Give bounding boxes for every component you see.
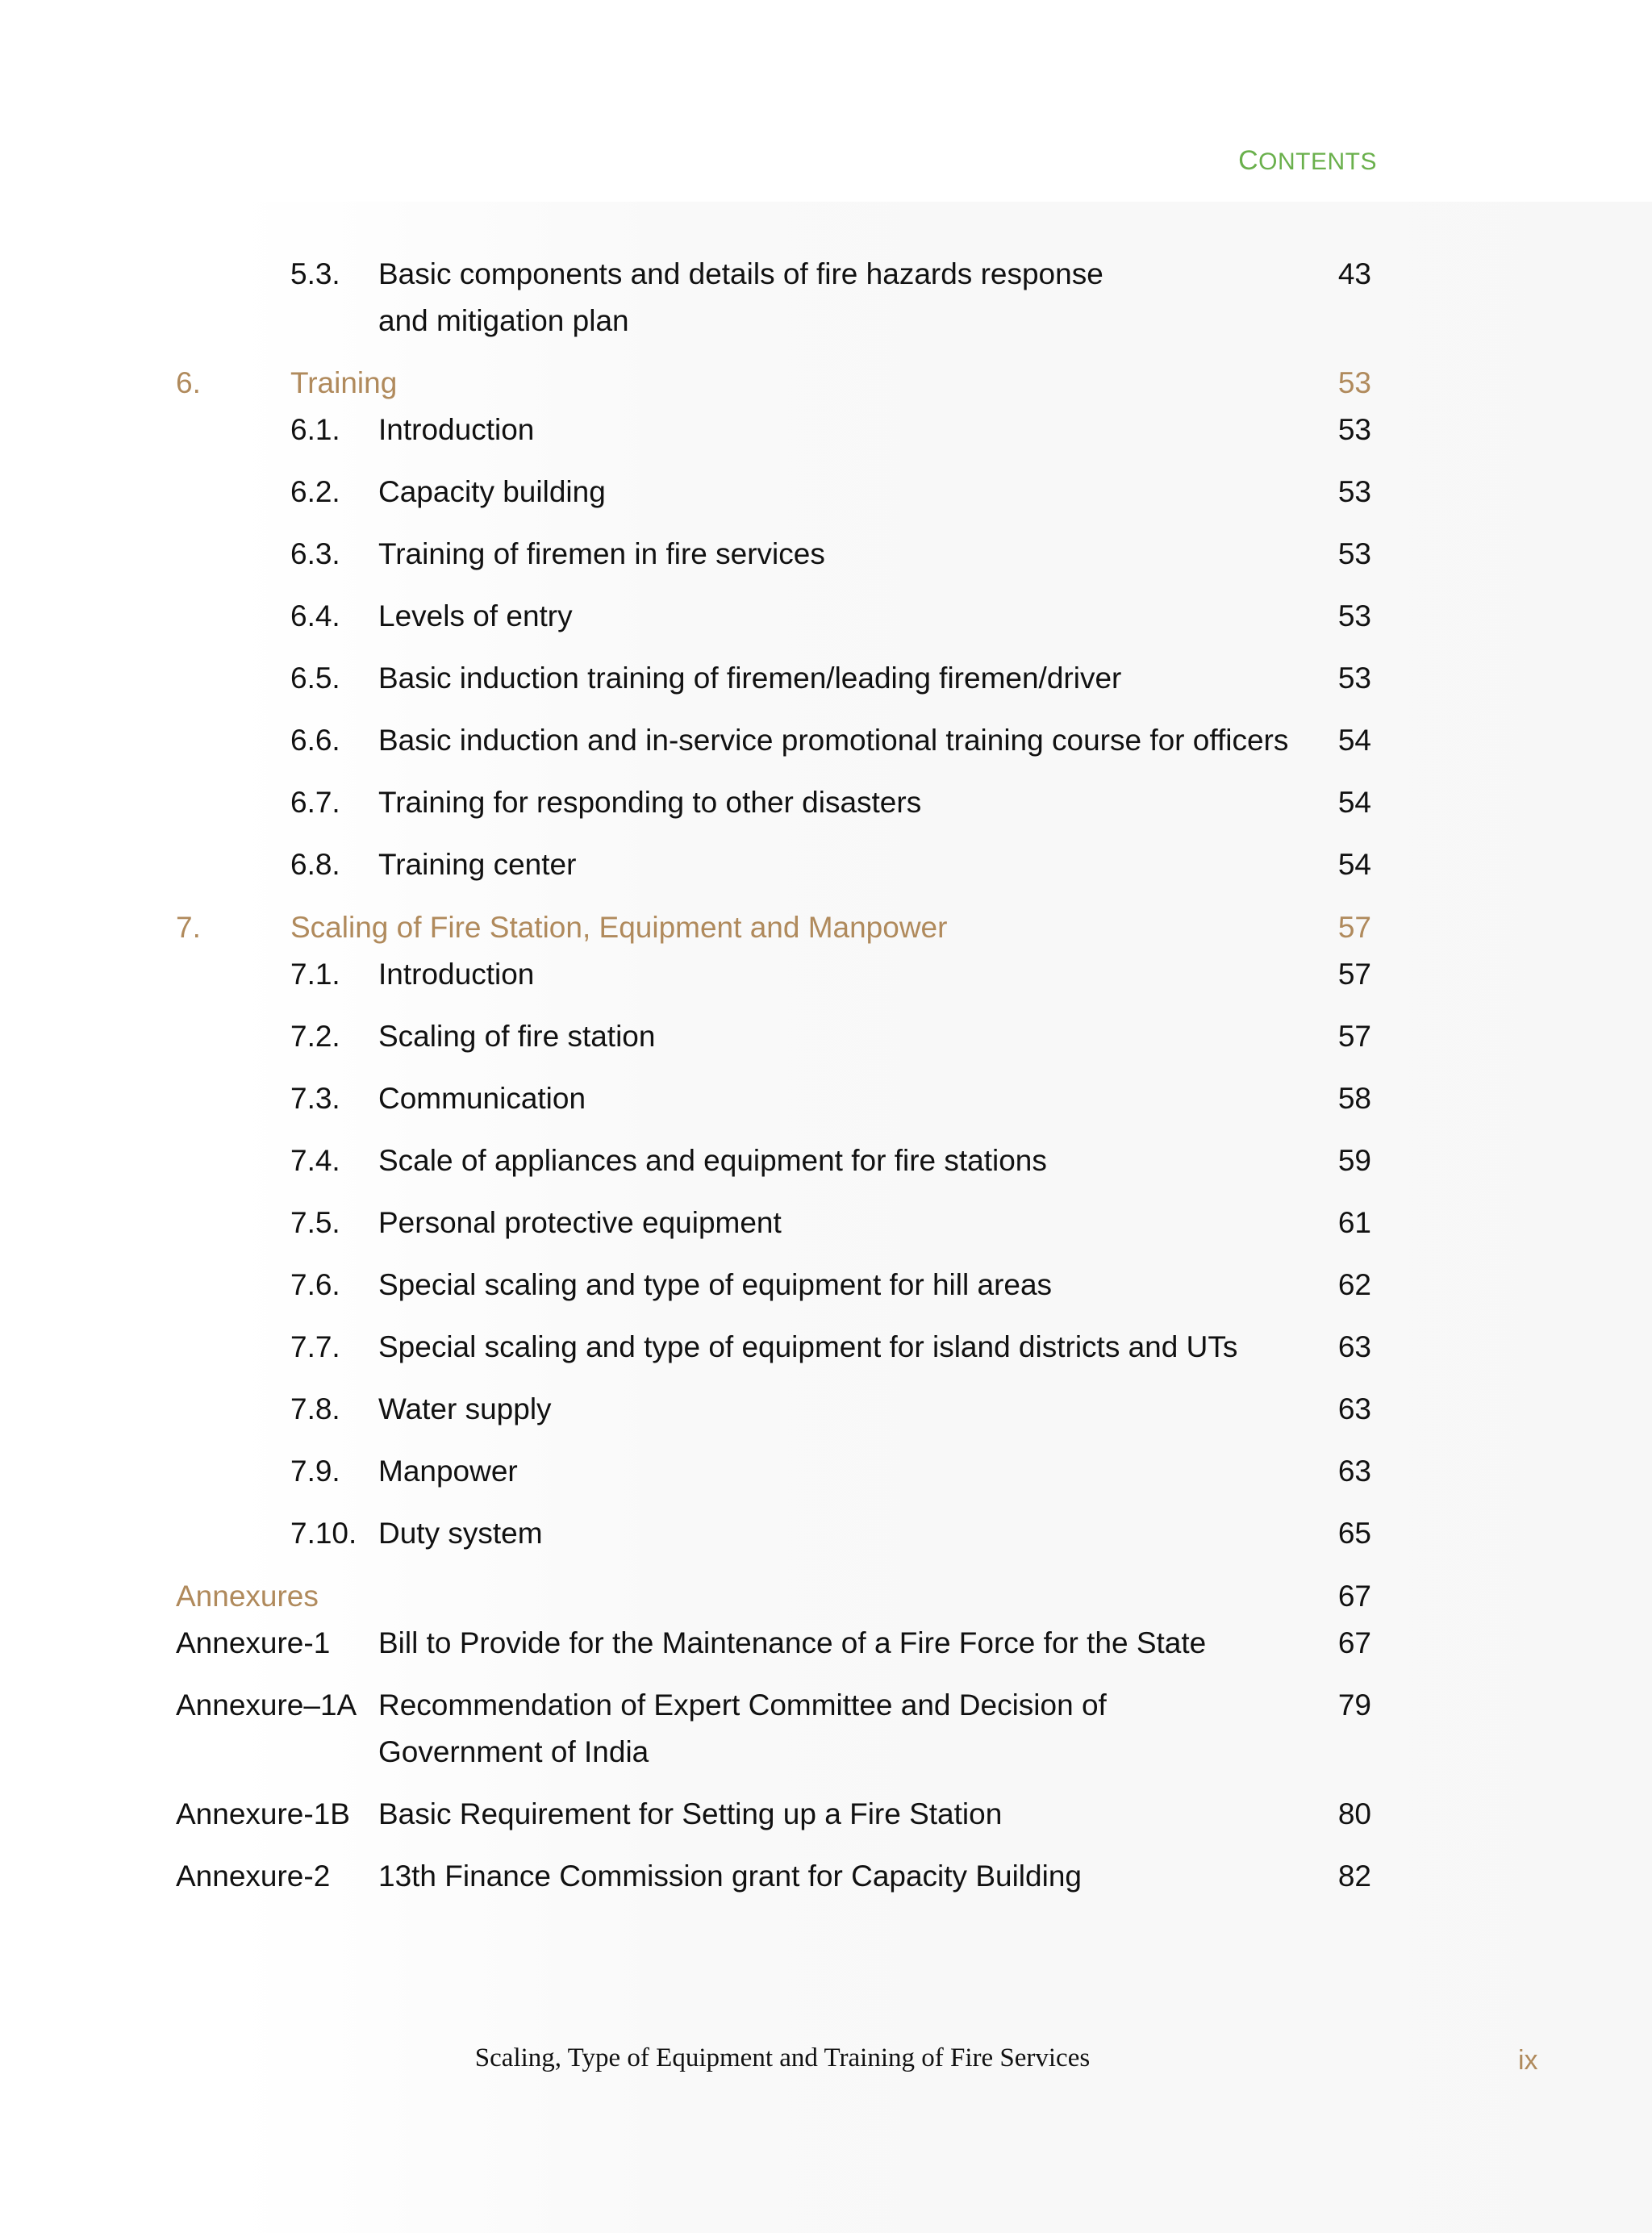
toc-page-number: 53 bbox=[1337, 537, 1371, 570]
toc-number: 7.4. bbox=[290, 1144, 340, 1177]
toc-title: Basic induction training of firemen/leading firemen/driver bbox=[378, 662, 1122, 695]
toc-page-number: 43 bbox=[1337, 257, 1371, 290]
toc-title: Communication bbox=[378, 1082, 586, 1115]
toc-title: Personal protective equipment bbox=[378, 1206, 782, 1239]
toc-page-number: 67 bbox=[1337, 1626, 1371, 1659]
toc-title: Special scaling and type of equipment for hill areas bbox=[378, 1268, 1053, 1301]
toc-entry-5-3-continued bbox=[0, 297, 1652, 345]
toc-number: 7.10. bbox=[290, 1517, 357, 1550]
toc-entry-7-6[interactable] bbox=[0, 1261, 1652, 1309]
running-header bbox=[1129, 145, 1377, 177]
toc-entry-7-7[interactable] bbox=[0, 1323, 1652, 1371]
toc-number: 7.2. bbox=[290, 1020, 340, 1053]
toc-title: Training of firemen in fire services bbox=[378, 537, 825, 570]
toc-entry-7-1[interactable] bbox=[0, 950, 1652, 999]
toc-entry-6-5[interactable] bbox=[0, 654, 1652, 703]
running-footer-title: Scaling, Type of Equipment and Training of Fire Services bbox=[474, 2043, 1091, 2072]
toc-number: 7.6. bbox=[290, 1268, 340, 1301]
toc-page-number: 80 bbox=[1337, 1797, 1371, 1830]
toc-chapter-6[interactable] bbox=[0, 359, 1652, 407]
toc-title: Special scaling and type of equipment for island districts and UTs bbox=[378, 1330, 1238, 1363]
toc-number: 6.2. bbox=[290, 475, 340, 508]
header-rest: ONTENTS bbox=[1258, 148, 1377, 175]
toc-number: 5.3. bbox=[290, 257, 340, 290]
toc-number: 6.1. bbox=[290, 413, 340, 446]
toc-title: Duty system bbox=[378, 1517, 543, 1550]
toc-title: Water supply bbox=[378, 1392, 552, 1425]
toc-entry-6-6[interactable] bbox=[0, 716, 1652, 765]
toc-number: 6.3. bbox=[290, 537, 340, 570]
chapter-number: 6. bbox=[176, 366, 201, 399]
toc-number: 6.5. bbox=[290, 662, 340, 695]
toc-title: 13th Finance Commission grant for Capacity Building bbox=[378, 1859, 1082, 1893]
toc-page-number: 53 bbox=[1337, 599, 1371, 632]
toc-title: Training center bbox=[378, 848, 577, 881]
toc-annexure-2[interactable] bbox=[0, 1852, 1652, 1901]
toc-entry-6-7[interactable] bbox=[0, 778, 1652, 827]
footer-page-number: ix bbox=[1518, 2045, 1538, 2076]
chapter-title: Training bbox=[290, 366, 398, 399]
toc-page-number: 61 bbox=[1337, 1206, 1371, 1239]
toc-title: Introduction bbox=[378, 958, 535, 991]
toc-title: Scaling of fire station bbox=[378, 1020, 656, 1053]
toc-annexure-1a-continued bbox=[0, 1728, 1652, 1776]
toc-page-number: 58 bbox=[1337, 1082, 1371, 1115]
toc-page-number: 65 bbox=[1337, 1517, 1371, 1550]
toc-annexure-1a[interactable] bbox=[0, 1681, 1652, 1730]
toc-entry-7-2[interactable] bbox=[0, 1012, 1652, 1061]
toc-title: Bill to Provide for the Maintenance of a Fire Force for the State bbox=[378, 1626, 1207, 1659]
toc-number: 6.6. bbox=[290, 724, 340, 757]
toc-title: Basic induction and in-service promotional training course for officers bbox=[378, 724, 1289, 757]
toc-entry-7-5[interactable] bbox=[0, 1199, 1652, 1247]
annexure-number: Annexure–1A bbox=[176, 1688, 357, 1722]
chapter-title: Scaling of Fire Station, Equipment and Manpower bbox=[290, 911, 948, 944]
toc-number: 7.8. bbox=[290, 1392, 340, 1425]
toc-page-number: 79 bbox=[1337, 1688, 1371, 1722]
chapter-page-number: 53 bbox=[1337, 366, 1371, 399]
toc-title: Recommendation of Expert Committee and Decision of bbox=[378, 1688, 1107, 1722]
annexure-number: Annexure-1 bbox=[176, 1626, 331, 1659]
toc-title: Scale of appliances and equipment for fire stations bbox=[378, 1144, 1047, 1177]
toc-page-number: 57 bbox=[1337, 1020, 1371, 1053]
toc-entry-6-1[interactable] bbox=[0, 406, 1652, 454]
header-initial: C bbox=[1238, 145, 1259, 176]
toc-title-continued: Government of India bbox=[378, 1735, 649, 1768]
toc-title: Capacity building bbox=[378, 475, 606, 508]
toc-page-number: 63 bbox=[1337, 1392, 1371, 1425]
toc-title: Introduction bbox=[378, 413, 535, 446]
toc-number: 6.4. bbox=[290, 599, 340, 632]
toc-entry-6-3[interactable] bbox=[0, 530, 1652, 578]
toc-chapter-7[interactable] bbox=[0, 904, 1652, 952]
toc-annexure-1b[interactable] bbox=[0, 1790, 1652, 1839]
toc-entry-7-8[interactable] bbox=[0, 1385, 1652, 1434]
toc-entry-5-3[interactable] bbox=[0, 250, 1652, 298]
annexures-title: Annexures bbox=[176, 1580, 319, 1613]
toc-page-number: 57 bbox=[1337, 958, 1371, 991]
toc-title: Basic components and details of fire hazards response bbox=[378, 257, 1103, 290]
toc-page-number: 54 bbox=[1337, 786, 1371, 819]
toc-number: 7.9. bbox=[290, 1455, 340, 1488]
toc-entry-7-9[interactable] bbox=[0, 1447, 1652, 1496]
toc-page-number: 54 bbox=[1337, 724, 1371, 757]
annexures-page-number: 67 bbox=[1337, 1580, 1371, 1613]
toc-page-number: 53 bbox=[1337, 413, 1371, 446]
toc-number: 7.3. bbox=[290, 1082, 340, 1115]
toc-title: Manpower bbox=[378, 1455, 518, 1488]
toc-annexure-1[interactable] bbox=[0, 1619, 1652, 1667]
toc-entry-6-8[interactable] bbox=[0, 841, 1652, 889]
toc-entry-7-10[interactable] bbox=[0, 1509, 1652, 1558]
toc-page-number: 63 bbox=[1337, 1330, 1371, 1363]
toc-page-number: 54 bbox=[1337, 848, 1371, 881]
toc-page-number: 53 bbox=[1337, 662, 1371, 695]
toc-page-number: 53 bbox=[1337, 475, 1371, 508]
chapter-number: 7. bbox=[176, 911, 201, 944]
toc-page-number: 63 bbox=[1337, 1455, 1371, 1488]
toc-page-number: 59 bbox=[1337, 1144, 1371, 1177]
chapter-page-number: 57 bbox=[1337, 911, 1371, 944]
toc-entry-7-3[interactable] bbox=[0, 1075, 1652, 1123]
toc-entry-6-4[interactable] bbox=[0, 592, 1652, 641]
toc-page-number: 62 bbox=[1337, 1268, 1371, 1301]
annexure-number: Annexure-1B bbox=[176, 1797, 350, 1830]
toc-page-number: 82 bbox=[1337, 1859, 1371, 1893]
toc-title: Basic Requirement for Setting up a Fire Station bbox=[378, 1797, 1003, 1830]
toc-number: 7.5. bbox=[290, 1206, 340, 1239]
toc-title: Training for responding to other disasters bbox=[378, 786, 922, 819]
annexure-number: Annexure-2 bbox=[176, 1859, 331, 1893]
toc-entry-6-2[interactable] bbox=[0, 468, 1652, 516]
toc-number: 6.8. bbox=[290, 848, 340, 881]
toc-title-continued: and mitigation plan bbox=[378, 304, 629, 337]
toc-annexures-heading[interactable] bbox=[0, 1572, 1652, 1621]
toc-number: 6.7. bbox=[290, 786, 340, 819]
toc-entry-7-4[interactable] bbox=[0, 1137, 1652, 1185]
toc-number: 7.1. bbox=[290, 958, 340, 991]
toc-title: Levels of entry bbox=[378, 599, 573, 632]
toc-number: 7.7. bbox=[290, 1330, 340, 1363]
